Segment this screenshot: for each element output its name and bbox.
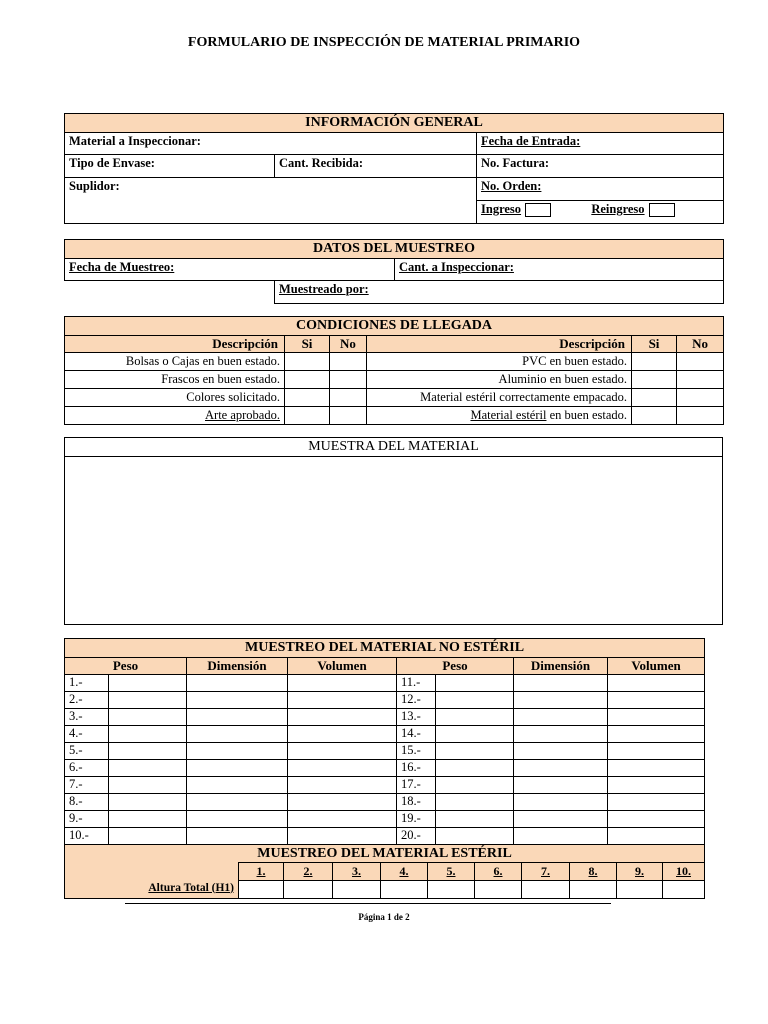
row-number-right: 14.- <box>397 726 436 743</box>
llegada-header: CONDICIONES DE LLEGADA <box>65 317 724 336</box>
dimension-cell[interactable] <box>187 692 288 709</box>
llegada-item-underlined: Material estéril <box>470 408 547 422</box>
volumen-cell[interactable] <box>288 760 397 777</box>
ingreso-checkbox[interactable] <box>525 203 551 217</box>
col-volumen: Volumen <box>288 658 397 675</box>
check-no[interactable] <box>330 371 367 389</box>
peso-cell[interactable] <box>109 811 187 828</box>
row-number-right: 11.- <box>397 675 436 692</box>
table-row <box>65 726 705 743</box>
volumen-cell[interactable] <box>608 794 705 811</box>
esteril-sample-number: 4. <box>381 863 428 881</box>
check-no[interactable] <box>330 353 367 371</box>
general-info-table <box>64 113 724 224</box>
altura-cell[interactable] <box>522 881 570 899</box>
col-dimension: Dimensión <box>514 658 608 675</box>
peso-cell[interactable] <box>436 777 514 794</box>
volumen-cell[interactable] <box>608 760 705 777</box>
material-field[interactable]: Material a Inspeccionar: <box>65 133 477 155</box>
muestreo-table <box>64 239 724 304</box>
peso-cell[interactable] <box>109 709 187 726</box>
fecha-entrada-field[interactable]: Fecha de Entrada: <box>477 133 724 155</box>
check-si[interactable] <box>285 407 330 425</box>
no-esteril-table <box>64 638 705 863</box>
dimension-cell[interactable] <box>514 743 608 760</box>
ingreso-row <box>477 201 724 224</box>
dimension-cell[interactable] <box>514 777 608 794</box>
esteril-sample-number: 10. <box>663 863 705 881</box>
peso-cell[interactable] <box>436 811 514 828</box>
reingreso-label: Reingreso <box>591 202 645 216</box>
table-row <box>65 760 705 777</box>
volumen-cell[interactable] <box>608 828 705 845</box>
esteril-sample-number: 9. <box>617 863 663 881</box>
general-info-header: INFORMACIÓN GENERAL <box>65 114 724 133</box>
check-no[interactable] <box>330 389 367 407</box>
col-si-left: Si <box>285 336 330 353</box>
blank-cell <box>65 281 275 304</box>
altura-cell[interactable] <box>381 881 428 899</box>
check-si[interactable] <box>632 389 677 407</box>
col-no-right: No <box>677 336 724 353</box>
muestra-header: MUESTRA DEL MATERIAL <box>65 438 723 457</box>
dimension-cell[interactable] <box>187 794 288 811</box>
altura-cell[interactable] <box>428 881 475 899</box>
peso-cell[interactable] <box>436 692 514 709</box>
volumen-cell[interactable] <box>288 675 397 692</box>
check-si[interactable] <box>632 407 677 425</box>
llegada-item: Colores solicitado. <box>65 389 285 407</box>
col-peso: Peso <box>397 658 514 675</box>
peso-cell[interactable] <box>436 709 514 726</box>
table-row <box>65 709 705 726</box>
llegada-item: PVC en buen estado. <box>367 353 632 371</box>
suplidor-field[interactable]: Suplidor: <box>65 178 477 224</box>
row-number-left: 5.- <box>65 743 109 760</box>
peso-cell[interactable] <box>436 743 514 760</box>
dimension-cell[interactable] <box>187 777 288 794</box>
dimension-cell[interactable] <box>187 760 288 777</box>
check-si[interactable] <box>285 353 330 371</box>
esteril-header: MUESTREO DEL MATERIAL ESTÉRIL <box>65 845 705 864</box>
llegada-item: Aluminio en buen estado. <box>367 371 632 389</box>
esteril-sample-number: 6. <box>475 863 522 881</box>
row-number-right: 16.- <box>397 760 436 777</box>
dimension-cell[interactable] <box>514 709 608 726</box>
reingreso-checkbox[interactable] <box>649 203 675 217</box>
dimension-cell[interactable] <box>187 811 288 828</box>
row-number-left: 9.- <box>65 811 109 828</box>
peso-cell[interactable] <box>109 726 187 743</box>
dimension-cell[interactable] <box>514 828 608 845</box>
form-title: FORMULARIO DE INSPECCIÓN DE MATERIAL PRIMARIO <box>187 35 581 50</box>
row-number-left: 7.- <box>65 777 109 794</box>
row-number-left: 3.- <box>65 709 109 726</box>
table-row <box>65 794 705 811</box>
row-number-left: 8.- <box>65 794 109 811</box>
peso-cell[interactable] <box>436 675 514 692</box>
altura-cell[interactable] <box>617 881 663 899</box>
dimension-cell[interactable] <box>187 743 288 760</box>
volumen-cell[interactable] <box>288 743 397 760</box>
volumen-cell[interactable] <box>288 777 397 794</box>
llegada-table <box>64 316 724 425</box>
peso-cell[interactable] <box>109 777 187 794</box>
esteril-sample-number: 8. <box>570 863 617 881</box>
check-si[interactable] <box>632 371 677 389</box>
volumen-cell[interactable] <box>288 709 397 726</box>
altura-cell[interactable] <box>570 881 617 899</box>
check-si[interactable] <box>632 353 677 371</box>
row-number-left: 2.- <box>65 692 109 709</box>
col-si-right: Si <box>632 336 677 353</box>
check-no[interactable] <box>677 371 724 389</box>
esteril-sample-number: 7. <box>522 863 570 881</box>
cant-inspeccionar-field[interactable]: Cant. a Inspeccionar: <box>395 259 724 281</box>
row-number-right: 13.- <box>397 709 436 726</box>
check-no[interactable] <box>677 353 724 371</box>
dimension-cell[interactable] <box>514 794 608 811</box>
muestreado-por-field[interactable]: Muestreado por: <box>275 281 724 304</box>
table-row <box>65 811 705 828</box>
volumen-cell[interactable] <box>608 709 705 726</box>
row-number-right: 15.- <box>397 743 436 760</box>
volumen-cell[interactable] <box>288 811 397 828</box>
peso-cell[interactable] <box>436 828 514 845</box>
page-number: Página 1 de 2 <box>358 912 410 922</box>
no-factura-field[interactable]: No. Factura: <box>477 155 724 178</box>
row-number-left: 1.- <box>65 675 109 692</box>
dimension-cell[interactable] <box>187 675 288 692</box>
peso-cell[interactable] <box>109 675 187 692</box>
col-volumen: Volumen <box>608 658 705 675</box>
ingreso-label: Ingreso <box>481 202 522 216</box>
col-dimension: Dimensión <box>187 658 288 675</box>
peso-cell[interactable] <box>436 760 514 777</box>
check-no[interactable] <box>677 407 724 425</box>
blank-cell <box>65 863 239 881</box>
check-si[interactable] <box>285 389 330 407</box>
llegada-item: Frascos en buen estado. <box>65 371 285 389</box>
dimension-cell[interactable] <box>514 675 608 692</box>
check-no[interactable] <box>677 389 724 407</box>
no-orden-field[interactable]: No. Orden: <box>477 178 724 201</box>
check-no[interactable] <box>330 407 367 425</box>
volumen-cell[interactable] <box>288 726 397 743</box>
footer-divider <box>125 903 611 904</box>
dimension-cell[interactable] <box>187 726 288 743</box>
tipo-envase-field[interactable]: Tipo de Envase: <box>65 155 275 178</box>
volumen-cell[interactable] <box>608 811 705 828</box>
llegada-item: Arte aprobado. <box>65 407 285 425</box>
col-peso: Peso <box>65 658 187 675</box>
fecha-muestreo-field[interactable]: Fecha de Muestreo: <box>65 259 395 281</box>
row-number-right: 12.- <box>397 692 436 709</box>
row-number-right: 20.- <box>397 828 436 845</box>
volumen-cell[interactable] <box>288 692 397 709</box>
volumen-cell[interactable] <box>608 726 705 743</box>
dimension-cell[interactable] <box>514 760 608 777</box>
volumen-cell[interactable] <box>608 692 705 709</box>
row-number-left: 6.- <box>65 760 109 777</box>
altura-cell[interactable] <box>333 881 381 899</box>
dimension-cell[interactable] <box>187 828 288 845</box>
table-row <box>65 777 705 794</box>
peso-cell[interactable] <box>436 726 514 743</box>
altura-cell[interactable] <box>284 881 333 899</box>
table-row <box>65 743 705 760</box>
muestra-area[interactable] <box>65 457 723 625</box>
esteril-sample-number: 1. <box>239 863 284 881</box>
altura-cell[interactable] <box>663 881 705 899</box>
dimension-cell[interactable] <box>514 726 608 743</box>
col-descripcion-left: Descripción <box>65 336 285 353</box>
llegada-item: Material estéril correctamente empacado. <box>367 389 632 407</box>
check-si[interactable] <box>285 371 330 389</box>
llegada-item-rest: en buen estado. <box>546 408 627 422</box>
esteril-sample-number: 3. <box>333 863 381 881</box>
peso-cell[interactable] <box>109 760 187 777</box>
volumen-cell[interactable] <box>288 828 397 845</box>
altura-cell[interactable] <box>475 881 522 899</box>
dimension-cell[interactable] <box>187 709 288 726</box>
volumen-cell[interactable] <box>608 777 705 794</box>
llegada-item: Bolsas o Cajas en buen estado. <box>65 353 285 371</box>
dimension-cell[interactable] <box>514 811 608 828</box>
peso-cell[interactable] <box>109 794 187 811</box>
row-number-left: 4.- <box>65 726 109 743</box>
row-number-right: 17.- <box>397 777 436 794</box>
cant-recibida-field[interactable]: Cant. Recibida: <box>275 155 477 178</box>
table-row <box>65 675 705 692</box>
row-number-left: 10.- <box>65 828 109 845</box>
llegada-item-last <box>367 407 632 425</box>
table-row <box>65 828 705 845</box>
volumen-cell[interactable] <box>608 675 705 692</box>
volumen-cell[interactable] <box>288 794 397 811</box>
esteril-table <box>64 862 705 899</box>
row-number-right: 18.- <box>397 794 436 811</box>
altura-total-label: Altura Total (H1) <box>65 881 239 899</box>
volumen-cell[interactable] <box>608 743 705 760</box>
row-number-right: 19.- <box>397 811 436 828</box>
peso-cell[interactable] <box>436 794 514 811</box>
peso-cell[interactable] <box>109 828 187 845</box>
altura-cell[interactable] <box>239 881 284 899</box>
peso-cell[interactable] <box>109 692 187 709</box>
peso-cell[interactable] <box>109 743 187 760</box>
esteril-sample-number: 2. <box>284 863 333 881</box>
dimension-cell[interactable] <box>514 692 608 709</box>
muestreo-header: DATOS DEL MUESTREO <box>65 240 724 259</box>
table-row <box>65 692 705 709</box>
col-no-left: No <box>330 336 367 353</box>
no-esteril-header: MUESTREO DEL MATERIAL NO ESTÉRIL <box>65 639 705 658</box>
esteril-sample-number: 5. <box>428 863 475 881</box>
muestra-table <box>64 437 723 625</box>
col-descripcion-right: Descripción <box>367 336 632 353</box>
